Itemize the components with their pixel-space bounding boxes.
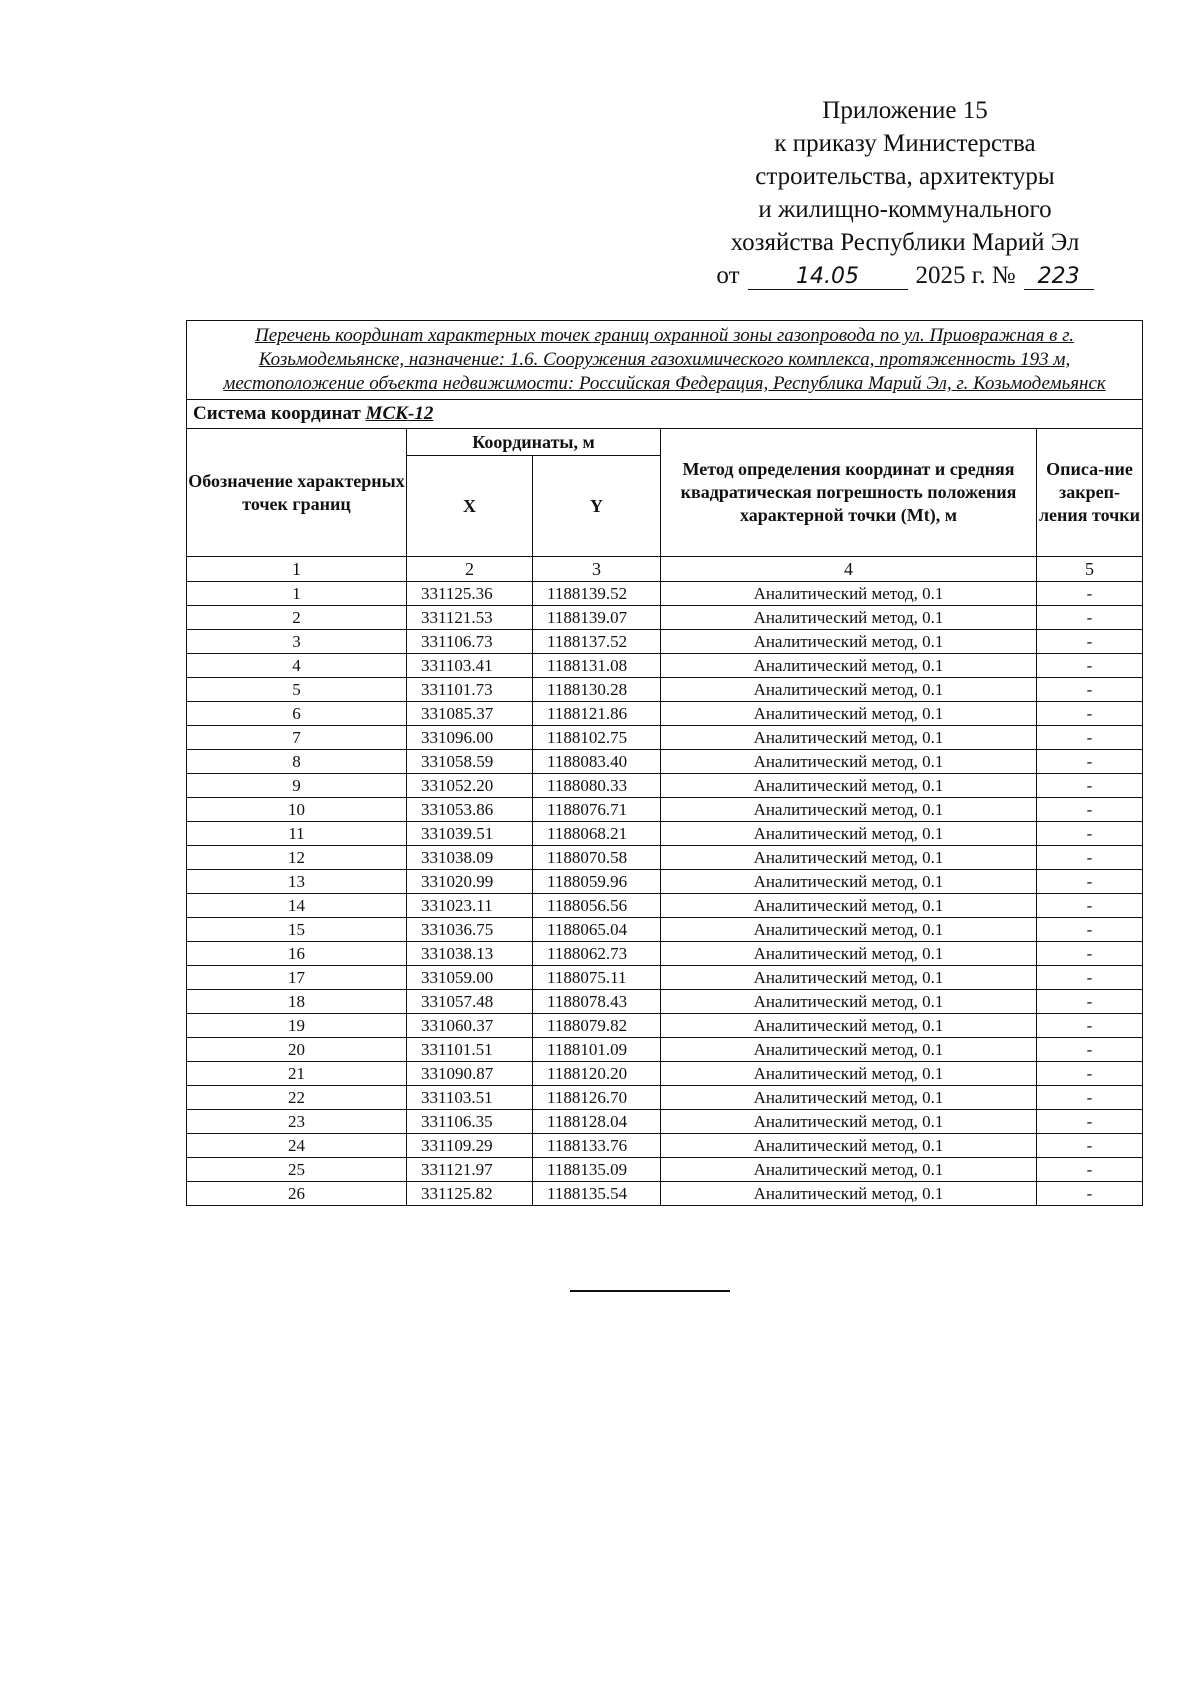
header-description: Описа-ние закреп-ления точки — [1037, 429, 1143, 557]
x-coordinate: 331121.53 — [407, 606, 533, 630]
table-row — [187, 726, 1143, 750]
method-cell: Аналитический метод, 0.1 — [661, 678, 1037, 702]
y-coordinate: 1188126.70 — [533, 1086, 661, 1110]
description-cell: - — [1037, 942, 1143, 966]
method-cell: Аналитический метод, 0.1 — [661, 822, 1037, 846]
x-coordinate: 331101.73 — [407, 678, 533, 702]
table-row — [187, 1110, 1143, 1134]
table-row — [187, 606, 1143, 630]
x-coordinate: 331101.51 — [407, 1038, 533, 1062]
point-number: 4 — [187, 654, 407, 678]
table-row — [187, 750, 1143, 774]
coordinate-system-label: Система координат — [193, 403, 361, 424]
point-number: 14 — [187, 894, 407, 918]
y-coordinate: 1188120.20 — [533, 1062, 661, 1086]
table-row — [187, 822, 1143, 846]
year-label: 2025 г. № — [915, 262, 1016, 289]
y-coordinate: 1188068.21 — [533, 822, 661, 846]
table-row — [187, 630, 1143, 654]
point-number: 23 — [187, 1110, 407, 1134]
description-cell: - — [1037, 990, 1143, 1014]
method-cell: Аналитический метод, 0.1 — [661, 870, 1037, 894]
table-row — [187, 894, 1143, 918]
y-coordinate: 1188133.76 — [533, 1134, 661, 1158]
order-date-number — [690, 259, 1120, 292]
table-title: Перечень координат характерных точек границ охранной зоны газопровода по ул. Приовражная в г. Козьмодемьянске, назначение: 1.6. Сооружения газохимического комплекса, протяженность 193 м, местоположение объекта недвижимости: Российская Федерация, Республика Марий Эл, г. Козьмодемьянск — [187, 321, 1143, 400]
handwritten-number: 223 — [1024, 265, 1094, 290]
table-row — [187, 966, 1143, 990]
description-cell: - — [1037, 582, 1143, 606]
column-numbers-row — [187, 557, 1143, 582]
table-body — [187, 582, 1143, 1206]
table-row — [187, 846, 1143, 870]
point-number: 15 — [187, 918, 407, 942]
table-row — [187, 774, 1143, 798]
x-coordinate: 331039.51 — [407, 822, 533, 846]
method-cell: Аналитический метод, 0.1 — [661, 846, 1037, 870]
point-number: 12 — [187, 846, 407, 870]
method-cell: Аналитический метод, 0.1 — [661, 798, 1037, 822]
method-cell: Аналитический метод, 0.1 — [661, 1182, 1037, 1206]
y-coordinate: 1188059.96 — [533, 870, 661, 894]
y-coordinate: 1188065.04 — [533, 918, 661, 942]
point-number: 24 — [187, 1134, 407, 1158]
table-row — [187, 870, 1143, 894]
point-number: 8 — [187, 750, 407, 774]
method-cell: Аналитический метод, 0.1 — [661, 894, 1037, 918]
y-coordinate: 1188137.52 — [533, 630, 661, 654]
header-y: Y — [533, 456, 661, 557]
point-number: 3 — [187, 630, 407, 654]
column-number: 1 — [187, 557, 407, 582]
x-coordinate: 331121.97 — [407, 1158, 533, 1182]
method-cell: Аналитический метод, 0.1 — [661, 654, 1037, 678]
point-number: 19 — [187, 1014, 407, 1038]
description-cell: - — [1037, 1062, 1143, 1086]
x-coordinate: 331052.20 — [407, 774, 533, 798]
description-cell: - — [1037, 654, 1143, 678]
column-number: 4 — [661, 557, 1037, 582]
y-coordinate: 1188139.52 — [533, 582, 661, 606]
header-x: X — [407, 456, 533, 557]
table-row — [187, 678, 1143, 702]
description-cell: - — [1037, 1134, 1143, 1158]
method-cell: Аналитический метод, 0.1 — [661, 606, 1037, 630]
table-row — [187, 918, 1143, 942]
point-number: 25 — [187, 1158, 407, 1182]
x-coordinate: 331090.87 — [407, 1062, 533, 1086]
point-number: 17 — [187, 966, 407, 990]
y-coordinate: 1188078.43 — [533, 990, 661, 1014]
x-coordinate: 331057.48 — [407, 990, 533, 1014]
y-coordinate: 1188076.71 — [533, 798, 661, 822]
x-coordinate: 331103.51 — [407, 1086, 533, 1110]
y-coordinate: 1188130.28 — [533, 678, 661, 702]
coordinate-system-value: МСК-12 — [365, 403, 434, 424]
point-number: 7 — [187, 726, 407, 750]
closing-rule — [570, 1290, 730, 1292]
x-coordinate: 331106.35 — [407, 1110, 533, 1134]
point-number: 2 — [187, 606, 407, 630]
y-coordinate: 1188135.09 — [533, 1158, 661, 1182]
x-coordinate: 331038.13 — [407, 942, 533, 966]
method-cell: Аналитический метод, 0.1 — [661, 1038, 1037, 1062]
column-number: 2 — [407, 557, 533, 582]
y-coordinate: 1188101.09 — [533, 1038, 661, 1062]
handwritten-date: 14.05 — [748, 265, 908, 290]
appendix-line-housing: и жилищно-коммунального — [758, 196, 1052, 223]
point-number: 5 — [187, 678, 407, 702]
table-row — [187, 798, 1143, 822]
coordinates-table — [186, 320, 1143, 1206]
table-row — [187, 1158, 1143, 1182]
description-cell: - — [1037, 1014, 1143, 1038]
description-cell: - — [1037, 846, 1143, 870]
description-cell: - — [1037, 702, 1143, 726]
appendix-line-ministry: строительства, архитектуры — [755, 163, 1055, 190]
description-cell: - — [1037, 1086, 1143, 1110]
y-coordinate: 1188131.08 — [533, 654, 661, 678]
method-cell: Аналитический метод, 0.1 — [661, 582, 1037, 606]
table-row — [187, 1014, 1143, 1038]
method-cell: Аналитический метод, 0.1 — [661, 774, 1037, 798]
method-cell: Аналитический метод, 0.1 — [661, 966, 1037, 990]
y-coordinate: 1188070.58 — [533, 846, 661, 870]
point-number: 20 — [187, 1038, 407, 1062]
method-cell: Аналитический метод, 0.1 — [661, 1110, 1037, 1134]
point-number: 9 — [187, 774, 407, 798]
table-row — [187, 1182, 1143, 1206]
y-coordinate: 1188079.82 — [533, 1014, 661, 1038]
point-number: 22 — [187, 1086, 407, 1110]
x-coordinate: 331036.75 — [407, 918, 533, 942]
y-coordinate: 1188083.40 — [533, 750, 661, 774]
x-coordinate: 331125.36 — [407, 582, 533, 606]
appendix-header — [690, 94, 1120, 292]
description-cell: - — [1037, 822, 1143, 846]
description-cell: - — [1037, 630, 1143, 654]
x-coordinate: 331020.99 — [407, 870, 533, 894]
x-coordinate: 331106.73 — [407, 630, 533, 654]
description-cell: - — [1037, 606, 1143, 630]
method-cell: Аналитический метод, 0.1 — [661, 726, 1037, 750]
method-cell: Аналитический метод, 0.1 — [661, 1086, 1037, 1110]
table-row — [187, 990, 1143, 1014]
y-coordinate: 1188139.07 — [533, 606, 661, 630]
column-number: 3 — [533, 557, 661, 582]
table-row — [187, 1086, 1143, 1110]
point-number: 11 — [187, 822, 407, 846]
point-number: 16 — [187, 942, 407, 966]
description-cell: - — [1037, 1182, 1143, 1206]
table-row — [187, 942, 1143, 966]
description-cell: - — [1037, 678, 1143, 702]
x-coordinate: 331058.59 — [407, 750, 533, 774]
appendix-line-order: к приказу Министерства — [774, 130, 1036, 157]
y-coordinate: 1188075.11 — [533, 966, 661, 990]
method-cell: Аналитический метод, 0.1 — [661, 990, 1037, 1014]
appendix-title: Приложение 15 — [822, 97, 988, 124]
method-cell: Аналитический метод, 0.1 — [661, 942, 1037, 966]
x-coordinate: 331096.00 — [407, 726, 533, 750]
from-label: от — [716, 262, 740, 289]
y-coordinate: 1188135.54 — [533, 1182, 661, 1206]
x-coordinate: 331109.29 — [407, 1134, 533, 1158]
x-coordinate: 331085.37 — [407, 702, 533, 726]
method-cell: Аналитический метод, 0.1 — [661, 1134, 1037, 1158]
description-cell: - — [1037, 870, 1143, 894]
x-coordinate: 331059.00 — [407, 966, 533, 990]
description-cell: - — [1037, 1038, 1143, 1062]
description-cell: - — [1037, 1110, 1143, 1134]
y-coordinate: 1188128.04 — [533, 1110, 661, 1134]
description-cell: - — [1037, 774, 1143, 798]
description-cell: - — [1037, 966, 1143, 990]
y-coordinate: 1188121.86 — [533, 702, 661, 726]
table-row — [187, 1038, 1143, 1062]
point-number: 13 — [187, 870, 407, 894]
method-cell: Аналитический метод, 0.1 — [661, 1062, 1037, 1086]
method-cell: Аналитический метод, 0.1 — [661, 918, 1037, 942]
column-number: 5 — [1037, 557, 1143, 582]
y-coordinate: 1188080.33 — [533, 774, 661, 798]
table-row — [187, 582, 1143, 606]
table-row — [187, 654, 1143, 678]
header-coords: Координаты, м — [407, 429, 661, 456]
x-coordinate: 331038.09 — [407, 846, 533, 870]
y-coordinate: 1188056.56 — [533, 894, 661, 918]
description-cell: - — [1037, 894, 1143, 918]
x-coordinate: 331023.11 — [407, 894, 533, 918]
table-row — [187, 702, 1143, 726]
method-cell: Аналитический метод, 0.1 — [661, 1014, 1037, 1038]
appendix-line-republic: хозяйства Республики Марий Эл — [730, 229, 1080, 256]
x-coordinate: 331053.86 — [407, 798, 533, 822]
coordinate-system — [187, 400, 1143, 429]
method-cell: Аналитический метод, 0.1 — [661, 750, 1037, 774]
header-point: Обозначение характерных точек границ — [187, 429, 407, 557]
description-cell: - — [1037, 798, 1143, 822]
table-row — [187, 1134, 1143, 1158]
table-row — [187, 1062, 1143, 1086]
y-coordinate: 1188102.75 — [533, 726, 661, 750]
description-cell: - — [1037, 1158, 1143, 1182]
point-number: 1 — [187, 582, 407, 606]
y-coordinate: 1188062.73 — [533, 942, 661, 966]
header-method: Метод определения координат и средняя квадратическая погрешность положения характерной точки (Mt), м — [661, 429, 1037, 557]
point-number: 10 — [187, 798, 407, 822]
point-number: 26 — [187, 1182, 407, 1206]
point-number: 21 — [187, 1062, 407, 1086]
method-cell: Аналитический метод, 0.1 — [661, 1158, 1037, 1182]
method-cell: Аналитический метод, 0.1 — [661, 702, 1037, 726]
description-cell: - — [1037, 918, 1143, 942]
point-number: 6 — [187, 702, 407, 726]
x-coordinate: 331125.82 — [407, 1182, 533, 1206]
x-coordinate: 331103.41 — [407, 654, 533, 678]
description-cell: - — [1037, 726, 1143, 750]
point-number: 18 — [187, 990, 407, 1014]
method-cell: Аналитический метод, 0.1 — [661, 630, 1037, 654]
x-coordinate: 331060.37 — [407, 1014, 533, 1038]
description-cell: - — [1037, 750, 1143, 774]
